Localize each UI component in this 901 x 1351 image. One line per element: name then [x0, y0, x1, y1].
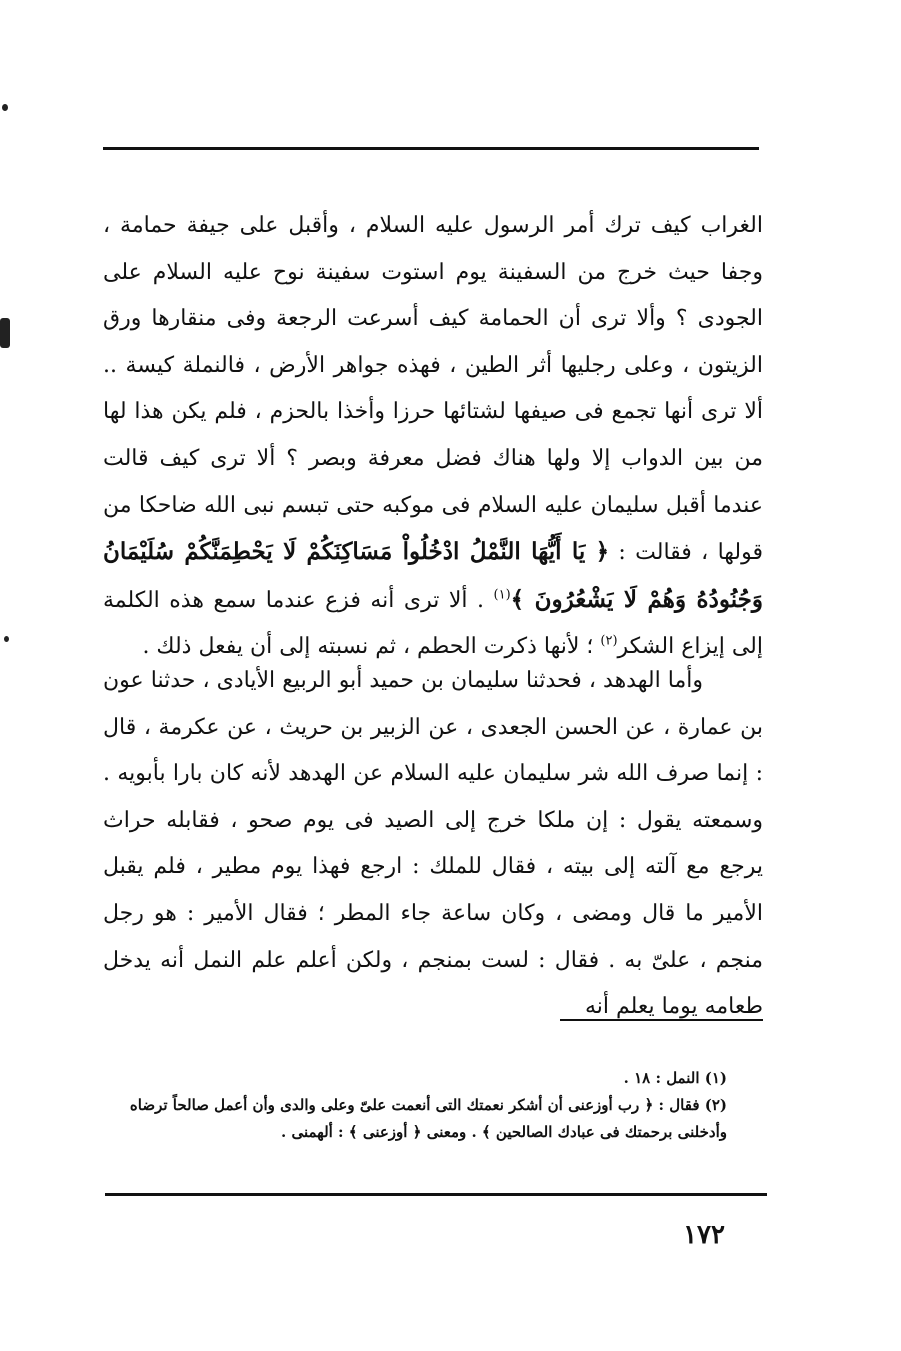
body-text: الغراب كيف ترك أمر الرسول عليه السلام ، وأقبل على جيفة حمامة ، وجفا حيث خرج من السفينة يوم استوت سفينة نوح عليه السلام على الجودى ؟ وألا ترى أن الحمامة كيف أسرعت الرجعة وفى منقارها ورق الزيتون ، وعلى رجليها أثر الطين ، فهذه جواهر الأرض ، فالنملة كيسة .. ألا ترى أنها تجمع فى صيفها لشتائها حرزا وأخذا بالحزم ، فلم يكن هذا لها من بين الدواب إلا ولها هناك فضل معرفة وبصر ؟ ألا ترى كيف قالت عندما أقبل سليمان عليه السلام فى موكبه حتى تبسم نبى الله ضاحكا من قولها ، فقالت :	[103, 213, 764, 566]
footer-rule	[105, 1193, 767, 1196]
body-text: . ألا ترى أنه فزع عندما سمع هذه الكلمة إلى إيزاع الشكر	[103, 587, 763, 660]
footnote-separator	[560, 1019, 763, 1021]
body-text: ؛ لأنها ذكرت الحطم ، ثم نسبته إلى أن يفعل ذلك .	[142, 634, 594, 660]
header-rule	[103, 147, 759, 150]
scan-speck	[4, 636, 9, 642]
footnote-2: (٢) فقال : ﴿ رب أوزعنى أن أشكر نعمتك التى أنعمت علىّ وعلى والدى وأن أعمل صالحاً ترضاه وأدخلنى برحمتك فى عبادك الصالحين ﴾ . ومعنى ﴿ أوزعنى ﴾ : ألهمنى .	[129, 1096, 727, 1141]
quran-verse: ﴿ يَا أَيُّهَا النَّمْلُ ادْخُلُواْ مَسَاكِنَكُمْ لَا يَحْطِمَنَّكُمْ سُلَيْمَانُ وَجُنُودُهُ وَهُمْ لَا يَشْعُرُونَ ﴾	[103, 538, 763, 613]
footnote-ref-2[interactable]: (٢)	[600, 634, 618, 650]
footnote-1: (١) النمل : ١٨ .	[623, 1069, 727, 1087]
footnote-ref-1[interactable]: (١)	[493, 587, 511, 603]
page-number: ١٧٢	[683, 1220, 725, 1250]
footnotes	[105, 1065, 765, 1146]
paragraph-ant	[103, 203, 763, 671]
paragraph-hoopoe: وأما الهدهد ، فحدثنا سليمان بن حميد أبو الربيع الأيادى ، حدثنا عون بن عمارة ، عن الحسن الجعدى ، عن الزبير بن حريث ، عن عكرمة ، قال : إنما صرف الله شر سليمان عليه السلام عن الهدهد لأنه كان بارا بأبويه . وسمعته يقول : إن ملكا خرج إلى الصيد فى يوم صحو ، فقابله حراث يرجع مع آلته إلى بيته ، فقال للملك : ارجع فهذا يوم مطير ، فلم يقبل الأمير ما قال ومضى ، وكان ساعة جاء المطر ؛ فقال الأمير : هو رجل منجم ، علىّ به . فقال : لست بمنجم ، ولكن أعلم علم النمل أنه يدخل طعامه يوما يعلم أنه	[103, 668, 763, 1020]
scan-speck	[0, 318, 10, 348]
scan-speck	[2, 104, 8, 111]
